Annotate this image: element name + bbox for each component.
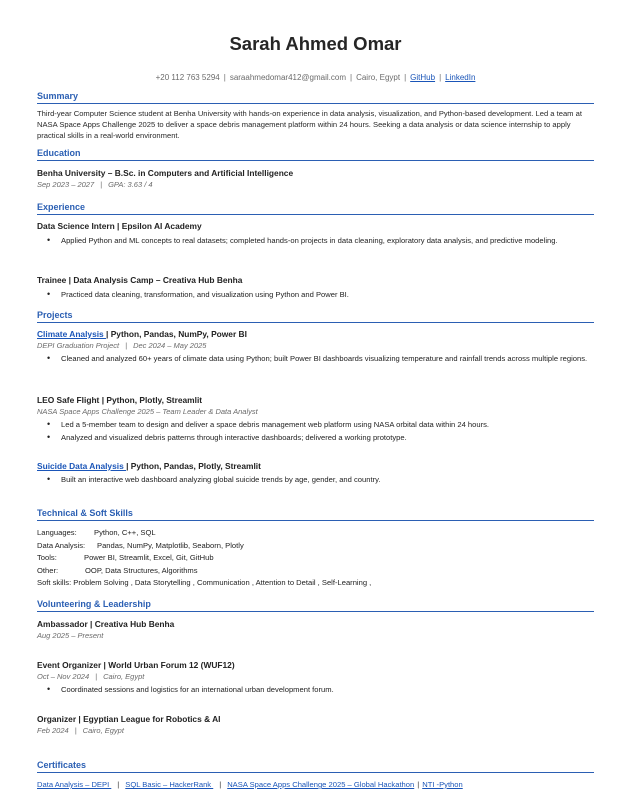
project-org: DEPI Graduation Project [37,341,120,350]
separator: | [404,73,407,82]
separator: | [219,780,222,789]
separator: | [223,73,226,82]
separator: | [349,73,353,82]
skills-tools [37,552,594,565]
education-degree: Benha University – B.Sc. in Computers and Artificial Intelligence [37,168,294,178]
experience-title: Trainee | Data Analysis Camp – Creativa Hub Benha [37,275,243,285]
project-entry [37,395,594,443]
location-text: Cairo, Egypt [356,73,401,82]
section-heading-skills: Technical & Soft Skills [37,507,594,521]
project-entry [37,329,594,364]
section-heading-education: Education [37,147,594,161]
skills-value: Power BI, Streamlit, Excel, Git, GitHub [84,553,214,563]
project-link-climate-analysis[interactable]: Climate Analysis [37,329,107,339]
project-meta [37,340,594,351]
project-link-suicide-data-analysis[interactable]: Suicide Data Analysis [37,461,127,471]
project-entry [37,461,594,485]
project-title [37,461,594,472]
project-bullet: • Led a 5-member team to design and deliver a space debris management web platform using NASA orbital data within 24 hours. [37,419,594,430]
contact-line [37,73,594,82]
volunteering-dates: Oct – Nov 2024 [37,672,90,681]
section-heading-certificates: Certificates [37,759,594,773]
project-name: LEO Safe Flight [37,395,100,405]
skills-value: Pandas, NumPy, Matplotlib, Seaborn, Plotly [97,540,244,550]
section-heading-summary: Summary [37,90,594,104]
section-heading-projects: Projects [37,309,594,323]
experience-title: Data Science Intern | Epsilon AI Academy [37,221,202,231]
skills-soft: Soft skills: Problem Solving , Data Storytelling , Communication , Attention to Detail , Self-Learning , [37,578,372,588]
project-tech: | Python, Plotly, Streamlit [101,395,203,405]
education-gpa: GPA: 3.63 / 4 [108,180,153,189]
volunteering-location: Cairo, Egypt [82,726,124,735]
separator: | [439,73,442,82]
volunteering-entry [37,660,594,695]
volunteering-bullet: • Coordinated sessions and logistics for an international urban development forum. [37,684,594,695]
certificate-link-data-analysis-depi[interactable]: Data Analysis – DEPI [37,780,112,789]
project-tech: | Python, Pandas, Plotly, Streamlit [126,461,261,471]
project-title [37,329,594,340]
volunteering-title: Ambassador | Creativa Hub Benha [37,619,175,629]
separator: | [100,180,103,189]
skills-label: Languages: [37,528,77,537]
project-tech: | Python, Pandas, NumPy, Power BI [106,329,247,339]
education-meta [37,179,594,190]
experience-bullet: • Applied Python and ML concepts to real datasets; completed hands-on projects in data cleaning, exploratory data analysis, and predictive modeling. [37,235,594,246]
separator: | [125,341,128,350]
certificates-list [37,779,594,790]
skills-other [37,565,594,578]
experience-bullet: • Practiced data cleaning, transformation, and visualization using Python and Power BI. [37,289,594,300]
experience-entry [37,221,594,246]
volunteering-entry [37,714,594,736]
volunteering-meta: Aug 2025 – Present [37,631,104,640]
project-bullet: • Built an interactive web dashboard analyzing global suicide trends by age, gender, and country. [37,474,594,485]
education-dates: Sep 2023 – 2027 [37,180,95,189]
section-heading-experience: Experience [37,201,594,215]
skills-label: Other: [37,565,59,575]
skills-label: Data Analysis: [37,540,86,550]
candidate-name: Sarah Ahmed Omar [229,33,402,54]
education-entry [37,168,594,190]
github-link[interactable]: GitHub [410,73,436,82]
separator: | [74,726,77,735]
separator: | [117,780,120,789]
summary-text: Third-year Computer Science student at Benha University with hands-on experience in data analysis, visualization, and Python-based development. Led a team at NASA Space Apps Challenge 2025 to deliver a space debris management platform within 24 hours. Seeking a data analysis or data science internship to apply practical skills in a real-world environment. [37,109,582,140]
volunteering-entry [37,619,594,641]
separator: | [417,780,420,789]
separator: | [95,672,98,681]
project-bullet: • Analyzed and visualized debris patterns through interactive dashboards; delivered a working prototype. [37,432,594,443]
section-heading-volunteering: Volunteering & Leadership [37,598,594,612]
skills-label: Tools: [37,553,57,563]
volunteering-dates: Feb 2024 [37,726,69,735]
volunteering-meta [37,725,594,736]
project-dates: Dec 2024 – May 2025 [133,341,207,350]
volunteering-title: Event Organizer | World Urban Forum 12 (WUF12) [37,660,235,670]
project-meta: NASA Space Apps Challenge 2025 – Team Leader & Data Analyst [37,407,258,416]
skills-languages [37,527,594,540]
certificate-link-nti-python[interactable]: NTI -Python [422,780,463,789]
skills-value: OOP, Data Structures, Algorithms [85,565,198,575]
certificate-link-nasa-space-apps[interactable]: NASA Space Apps Challenge 2025 – Global Hackathon [227,780,415,789]
skills-value: Python, C++, SQL [94,528,156,537]
project-bullet: • Cleaned and analyzed 60+ years of climate data using Python; built Power BI dashboards visualizing temperature and rainfall trends across multiple regions. [37,353,594,364]
volunteering-title: Organizer | Egyptian League for Robotics & AI [37,714,221,724]
volunteering-location: Cairo, Egypt [103,672,145,681]
email-text: saraahmedomar412@gmail.com [229,73,346,82]
volunteering-meta [37,671,594,682]
skills-data-analysis [37,540,594,553]
linkedin-link[interactable]: LinkedIn [445,73,476,82]
skills-list [37,527,594,590]
experience-entry [37,275,594,300]
certificate-link-sql-basic-hackerrank[interactable]: SQL Basic – HackerRank [125,780,214,789]
phone-text: +20 112 763 5294 [155,73,220,82]
project-title [37,395,594,406]
